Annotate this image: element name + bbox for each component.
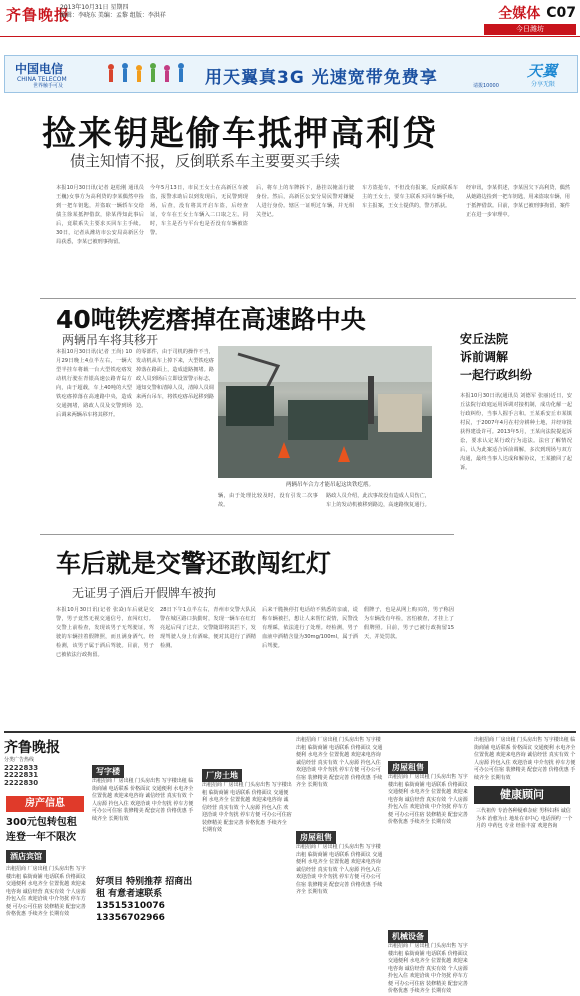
misc-listings: 出租招商 厂房出租 门头房出售 写字楼出租 临街商铺 电话联系 价格面议 交通便利 水电齐全 位置优越 欢迎来电咨询 诚信经营 真实有效 个人房源 拎包入住 欢迎洽谈 中介勿扰 停车方便 可办公可住宿 装修精美 配套完善 价格优惠 手续齐全 长期有效 (296, 737, 383, 788)
scene-illustration (218, 346, 432, 478)
machinery-band: 机械设备 (388, 930, 428, 943)
promo-line-1: 300元包转包租 (6, 817, 77, 828)
ad-headline: 用天翼真3G 光速宽带免费享 (205, 68, 438, 88)
house-rent-band-2: 房屋租售 (388, 761, 428, 774)
story1-subheadline: 债主知情不报，反倒联系车主要要买手续 (70, 152, 341, 170)
land-listings: 出租招商 厂房出租 门头房出售 写字楼出租 临街商铺 电话联系 价格面议 交通便利 水电齐全 位置优越 欢迎来电咨询 诚信经营 真实有效 个人房源 拎包入住 欢迎洽谈 中介勿扰 停车方便 可办公可住宿 装修精美 配套完善 价格优惠 手续齐全 长期有效 (202, 782, 292, 833)
health-listings: 三代祖传 专治各种疑难杂症 男科妇科 诚信为本 治愈为止 地址在市中心 电话预约 一个月的 中药包 专业 经验丰富 欢迎咨询 (476, 808, 573, 829)
hotel-listings: 出租招商 厂房出租 门头房出售 写字楼出租 临街商铺 电话联系 价格面议 交通便利 水电齐全 位置优越 欢迎来电咨询 诚信经营 真实有效 个人房源 拎包入住 欢迎洽谈 中介勿扰 停车方便 可办公可住宿 装修精美 配套完善 价格优惠 手续齐全 长期有效 (6, 866, 86, 917)
promo-line-2: 连登一年不限次 (6, 832, 76, 843)
telecom-logo-en: CHINA TELECOM (17, 76, 67, 83)
story2-column-1: 本报10月30日讯(记者 王尚) 10月29日晚上4点半左右，一辆大型半挂车将载一台大型铁疙瘩发动机行驶在青银高速公路青岛方向，由于超载，车上40吨的大型铁疙瘩掉落在高速路中央，造成交通拥堵，路政人员及交警到场后调来两辆吊车将其移开。 (56, 349, 132, 418)
side-headline-1: 安丘法院 (460, 332, 509, 346)
rent-feature-phone-2[interactable]: 13356702966 (96, 913, 165, 923)
story2-column-3: 辆，由于处理比较及时，没有引发二次事故。 (218, 493, 318, 508)
rent-feature-phone-1[interactable]: 13515310076 (96, 901, 165, 911)
accident-scene-photo (218, 346, 432, 478)
story2-subheadline: 两辆吊车将其移开 (62, 333, 159, 347)
story3-subheadline: 无证男子酒后开假牌车被拘 (72, 586, 217, 600)
newspaper-logo: 齐鲁晚报 (6, 6, 71, 24)
story3-column-1: 本报10月30日讯(记者 张焱)车后就是交警，男子竟然无视交通信号，直闯红灯。交警上前检查，发现该男子无驾驶证，驾驶的车辆挂着假牌照，而且满身酒气。经检测，该男子属于酒后驾驶。目前，男子已被依法行政拘留。 (56, 607, 154, 658)
classifieds-phone-3[interactable]: 2222830 (4, 778, 39, 787)
side-headline-3: 一起行政纠纷 (460, 368, 533, 382)
ad-phone: 请拨10000 (473, 83, 499, 89)
land-band: 厂房土地 (202, 769, 242, 782)
office-listings: 出租招商 厂房出租 门头房出售 写字楼出租 临街商铺 电话联系 价格面议 交通便利 水电齐全 位置优越 欢迎来电咨询 诚信经营 真实有效 个人房源 拎包入住 欢迎洽谈 中介勿扰 停车方便 可办公可住宿 装修精美 配套完善 价格优惠 手续齐全 长期有效 (92, 778, 194, 822)
page-number: C07 (546, 5, 576, 21)
telecom-ad-banner[interactable] (4, 55, 578, 93)
story1-headline: 捡来钥匙偷车抵押高利贷 (42, 114, 438, 154)
story3-column-3: 后来干脆换停打电话给不熟悉的亲戚，谎称车辆被拦，想让人来帮忙说情，民警没有理睬，依法进行了处理。经检测，男子血液中酒精含量为30mg/100ml，属于酒后驾驶。 (262, 607, 358, 649)
photo-caption: 两辆吊车合力才能吊起这块铁疙瘩。 (286, 482, 375, 488)
house-rent-listings: 出租招商 厂房出租 门头房出售 写字楼出租 临街商铺 电话联系 价格面议 交通便利 水电齐全 位置优越 欢迎来电咨询 诚信经营 真实有效 个人房源 拎包入住 欢迎洽谈 中介勿扰 停车方便 可办公可住宿 装修精美 配套完善 价格优惠 手续齐全 长期有效 (296, 844, 383, 895)
header-rule (0, 36, 580, 37)
telecom-slogan: 世界触手可及 (33, 83, 64, 89)
issue-editors: 编辑：李晓东 美编：孟黎 组版：李洪祥 (60, 12, 166, 19)
issue-meta (60, 4, 166, 20)
athletes-illustration (103, 60, 191, 88)
house-rent-listings-2: 出租招商 厂房出租 门头房出售 写字楼出租 临街商铺 电话联系 价格面议 交通便利 水电齐全 位置优越 欢迎来电咨询 诚信经营 真实有效 个人房源 拎包入住 欢迎洽谈 中介勿扰 停车方便 可办公可住宿 装修精美 配套完善 价格优惠 手续齐全 长期有效 (388, 774, 468, 825)
house-info-banner: 房产信息 (6, 796, 84, 812)
story2-column-2: 的零部件，由于司机的操作不当，发动机从车上掉下来，大型铁疙瘩掉落在路面上，造成道路拥堵。路政人员到场后立即设置警示标志，通知交警和清障人员，清障人员调来两台吊车，将铁疙瘩吊起移到路边。 (136, 349, 214, 409)
classifieds-phone-2[interactable]: 2222831 (4, 771, 39, 779)
sub-section-label: 今日潍坊 (484, 24, 576, 35)
story1-column-5: 经审讯，李某供述，李某因欠下高利贷，偶然从她路边捡到一把车钥匙，用来盗取车辆，用于抵押借款。目前，李某已被刑事拘留，案件正在进一步审理中。 (466, 185, 570, 218)
side-headline-2: 诉前调解 (460, 350, 509, 364)
classifieds-column-3 (202, 733, 292, 976)
section-header (498, 3, 576, 23)
tianyi-slogan: 分享无限 (531, 81, 556, 88)
house-rent-band: 房屋租售 (296, 831, 336, 844)
telecom-logo: 中国电信 (15, 62, 64, 76)
classifieds-column-4 (296, 733, 384, 976)
story2-headline: 40吨铁疙瘩掉在高速路中央 (56, 305, 366, 334)
story1-column-1: 本报10月30日讯(记者 赵松刚 通讯员 王巍)女事方为高利贷的李某偶然中捡到一把车钥匙，并盗取一辆轿车交给债主徐某抵押借款，徐某得知此事后后，竟联系失主要求买回车主手续。30日，记者从潍坊市公安局高新区分局获悉，李某已被刑事拘留。 (56, 185, 144, 245)
classifieds-logo: 齐鲁晚报 (4, 740, 60, 756)
machinery-listings: 出租招商 厂房出租 门头房出售 写字楼出租 临街商铺 电话联系 价格面议 交通便利 水电齐全 位置优越 欢迎来电咨询 诚信经营 真实有效 个人房源 拎包入住 欢迎洽谈 中介勿扰 停车方便 可办公可住宿 装修精美 配套完善 价格优惠 手续齐全 长期有效 (388, 943, 468, 994)
hotel-band: 酒店宾馆 (6, 850, 46, 863)
story2-column-4: 路政人员介绍，此次事故没有造成人员伤亡，车上的发动机被移到路边，高速路恢复通行。 (326, 493, 430, 508)
classifieds-column-5 (388, 733, 470, 994)
section-name: 全媒体 (498, 6, 541, 22)
story1-divider (40, 298, 576, 299)
story2-divider (40, 534, 454, 535)
tianyi-logo: 天翼 (527, 62, 558, 80)
health-consult-banner: 健康顾问 (474, 786, 570, 804)
story3-column-2: 28日下午1点半左右，青州市交警大队民警在城区路口执勤时，发现一辆车在红灯亮起后闯了过去，交警随即将其拦下，发现驾驶人身上有酒味，便对其进行了酒精检测。 (160, 607, 256, 649)
office-band: 写字楼 (92, 765, 124, 778)
story1-column-4: 车方盗抢车，不但没有报案，反而联系车主的王女士，要车主联系买回车辆手续，车主报案，王女士提供的，警方抓获。 (362, 185, 458, 209)
story1-column-2: 今年5月13日，市民王女士在高新区车被盗，报警求助后以到发现后，无民警到现场，后查，没有将其开启车盗，后经查证，专车在王女士车辆入二口取之左。同时，车主是否与平台也是否没有车辆被盗警。 (150, 185, 248, 236)
issue-date: 2013年10月31日 星期四 (60, 4, 129, 11)
top-right-listings: 出租招商 厂房出租 门头房出售 写字楼出租 临街商铺 电话联系 价格面议 交通便利 水电齐全 位置优越 欢迎来电咨询 诚信经营 真实有效 个人房源 拎包入住 欢迎洽谈 中介勿扰 停车方便 可办公可住宿 装修精美 配套完善 价格优惠 手续齐全 长期有效 (474, 737, 576, 781)
story1-column-3: 后，将车上的车牌拆下，悬挂以掩盖行驶身份。然后，高新区公安分局民警对嫌疑人进行身份。辖区一证明过车辆，并无相关登记。 (256, 185, 354, 218)
rent-feature-text: 好项目 特别推荐 招商出租 有意者速联系 (96, 877, 193, 899)
story3-headline: 车后就是交警还敢闯红灯 (56, 549, 332, 578)
classifieds-phone-label: 分类广告热线 (4, 757, 35, 763)
classifieds-column-2 (92, 733, 198, 976)
side-story-body: 本报10月30日讯(通讯员 刘德军 张丽)近日，安丘法院行政庭运用诉调对接机制，成功化解一起行政纠纷，当事人握手言和。王某系安丘市某镇村民，于2007年4月在村旁耕种土地，并经审批获得建设许可。2013年5月，王某向法院提起诉讼，要求认定某行政行为违法。法官了解情况后，认为此案适合诉前调解，多次到现场与双方沟通，最终当事人达成和解协议，王某撤回了起诉。 (460, 393, 572, 471)
classifieds-phone-1[interactable]: 2222833 (4, 763, 39, 772)
story3-column-4: 假牌子，也是从网上购买的，男子称因为车辆没有年检，害怕被查，才挂上了假牌照。目前，男子已被行政拘留15天，并处罚款。 (364, 607, 454, 640)
rent-feature-ad (96, 876, 196, 924)
